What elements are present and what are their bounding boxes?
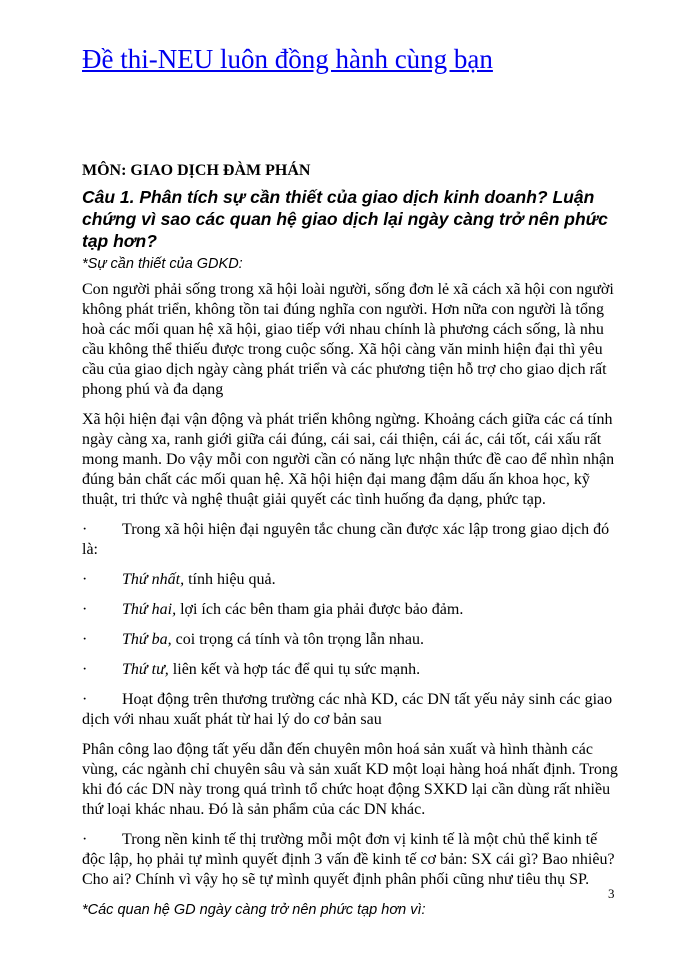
principle-text: liên kết và hợp tác để qui tụ sức mạnh. <box>168 661 421 678</box>
principle-lead: Thứ ba, <box>122 631 172 648</box>
principle-lead: Thứ hai, <box>122 601 177 618</box>
bullet-text: Trong xã hội hiện đại nguyên tắc chung cần được xác lập trong giao dịch đó là: <box>82 521 610 558</box>
principle-text: tính hiệu quả. <box>184 571 276 588</box>
paragraph: Phân công lao động tất yếu dẫn đến chuyên môn hoá sản xuất và hình thành các vùng, các ngành chỉ chuyên sâu và sản xuất KD một loại hàng hoá nhất định. Trong khi đó các DN này trong quá trình tổ chức hoạt động SXKD lại cần dùng rất nhiều thứ loại khác nhau. Đó là sản phẩm của các DN khác. <box>82 741 618 818</box>
principle-text: coi trọng cá tính và tôn trọng lẫn nhau. <box>171 631 425 648</box>
bullet-item <box>82 690 622 730</box>
paragraph: Xã hội hiện đại vận động và phát triển không ngừng. Khoảng cách giữa các cá tính ngày càng xa, ranh giới giữa cái đúng, cái sai, cái thiện, cái ác, cái tốt, cái xấu rất mong manh. Do vậy mỗi con người cần có năng lực nhận thức đề cao để nhìn nhận đúng bản chất các mối quan hệ. Xã hội hiện đại mang đậm dấu ấn khoa học, kỹ thuật, tri thức và nghệ thuật giải quyết các tình huống đa dạng, phức tạp. <box>82 411 615 508</box>
section-label-necessity: *Sự cần thiết của GDKD: <box>82 256 243 272</box>
principle-item <box>82 630 622 650</box>
bullet-text: Trong nền kinh tế thị trường mỗi một đơn vị kinh tế là một chủ thể kinh tế độc lập, họ phải tự mình quyết định 3 vấn đề kinh tế cơ bản: SX cái gì? Bao nhiêu? Cho ai? Chính vì vậy họ sẽ tự mình quyết định phân phối cũng như tiêu thụ SP. <box>82 831 615 888</box>
principle-item <box>82 660 622 680</box>
bullet-icon: · <box>82 571 88 588</box>
principle-item <box>82 600 622 620</box>
bullet-text: Hoạt động trên thương trường các nhà KD, các DN tất yếu nảy sinh các giao dịch với nhau xuất phát từ hai lý do cơ bản sau <box>82 691 613 728</box>
principle-lead: Thứ tư, <box>122 661 169 678</box>
bullet-icon: · <box>82 661 88 678</box>
bullet-icon: · <box>82 831 88 848</box>
bullet-icon: · <box>82 601 88 618</box>
bullet-item <box>82 830 622 890</box>
paragraph: Con người phải sống trong xã hội loài người, sống đơn lẻ xã cách xã hội con người không phát triển, không tồn tai đúng nghĩa con người. Hơn nữa con người là tổng hoà các mối quan hệ xã hội, giao tiếp với nhau chính là phương cách sống, là nhu cầu không thể thiếu được trong cuộc sống. Xã hội càng văn minh hiện đại thì yêu cầu của giao dịch ngày càng phát triển và các phương tiện hỗ trợ cho giao dịch rất phong phú và đa dạng <box>82 281 614 398</box>
bullet-icon: · <box>82 631 88 648</box>
question-heading: Câu 1. Phân tích sự cần thiết của giao dịch kinh doanh? Luận chứng vì sao các quan hệ giao dịch lại ngày càng trở nên phức tạp hơn? <box>82 187 608 251</box>
principle-lead: Thứ nhất, <box>122 571 185 588</box>
header-link[interactable]: Đề thi-NEU luôn đồng hành cùng bạn <box>82 44 493 74</box>
bullet-icon: · <box>82 521 88 538</box>
document-body <box>82 162 622 926</box>
bullet-item <box>82 520 622 560</box>
page-number: 3 <box>608 886 615 901</box>
section-label-complexity: *Các quan hệ GD ngày càng trở nên phức tạp hơn vì: <box>82 902 426 918</box>
principle-item <box>82 570 622 590</box>
subject-heading: MÔN: GIAO DỊCH ĐÀM PHÁN <box>82 162 311 179</box>
bullet-icon: · <box>82 691 88 708</box>
principle-text: lợi ích các bên tham gia phải được bảo đảm. <box>176 601 464 618</box>
